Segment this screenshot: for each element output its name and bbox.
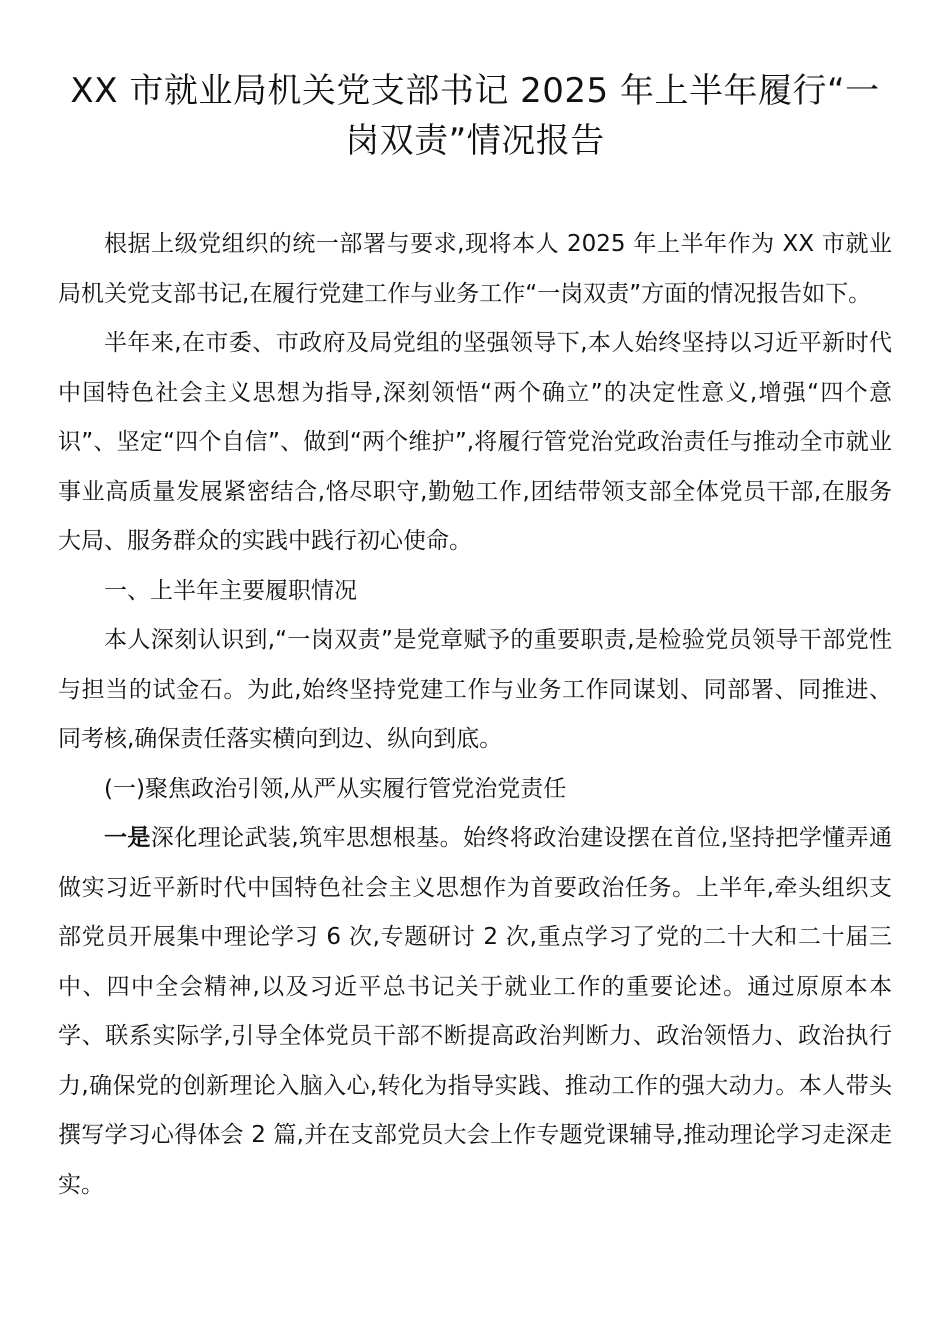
overview-paragraph: 半年来,在市委、市政府及局党组的坚强领导下,本人始终坚持以习近平新时代中国特色社会主义思想为指导,深刻领悟“两个确立”的决定性意义,增强“四个意识”、坚定“四个自信”、做到“两个维护”,将履行管党治党政治责任与推动全市就业事业高质量发展紧密结合,恪尽职守,勤勉工作,团结带领支部全体党员干部,在服务大局、服务群众的实践中践行初心使命。 — [58, 330, 892, 554]
document-body — [58, 220, 892, 1210]
first-item-paragraph — [58, 814, 892, 1210]
section-heading: 一、上半年主要履职情况 — [104, 577, 357, 604]
subsection-heading: (一)聚焦政治引领,从严从实履行管党治党责任 — [104, 775, 567, 802]
item-text: 深化理论武装,筑牢思想根基。始终将政治建设摆在首位,坚持把学懂弄通做实习近平新时代中国特色社会主义思想作为首要政治任务。上半年,牵头组织支部党员开展集中理论学习 6 次,专题研讨 2 次,重点学习了党的二十大和二十届三中、四中全会精神,以及习近平总书记关于就业工作的重要论述。通过原原本本学、联系实际学,引导全体党员干部不断提高政治判断力、政治领悟力、政治执行力,确保党的创新理论入脑入心,转化为指导实践、推动工作的强大动力。本人带头撰写学习心得体会 2 篇,并在支部党员大会上作专题党课辅导,推动理论学习走深走实。 — [58, 825, 893, 1198]
intro-paragraph: 根据上级党组织的统一部署与要求,现将本人 2025 年上半年作为 XX 市就业局机关党支部书记,在履行党建工作与业务工作“一岗双责”方面的情况报告如下。 — [58, 231, 892, 307]
document-title: XX 市就业局机关党支部书记 2025 年上半年履行“一岗双责”情况报告 — [70, 71, 880, 161]
section-intro-paragraph: 本人深刻认识到,“一岗双责”是党章赋予的重要职责,是检验党员领导干部党性与担当的试金石。为此,始终坚持党建工作与业务工作同谋划、同部署、同推进、同考核,确保责任落实横向到边、纵向到底。 — [58, 627, 892, 752]
item-lead-label: 一是 — [104, 825, 151, 851]
